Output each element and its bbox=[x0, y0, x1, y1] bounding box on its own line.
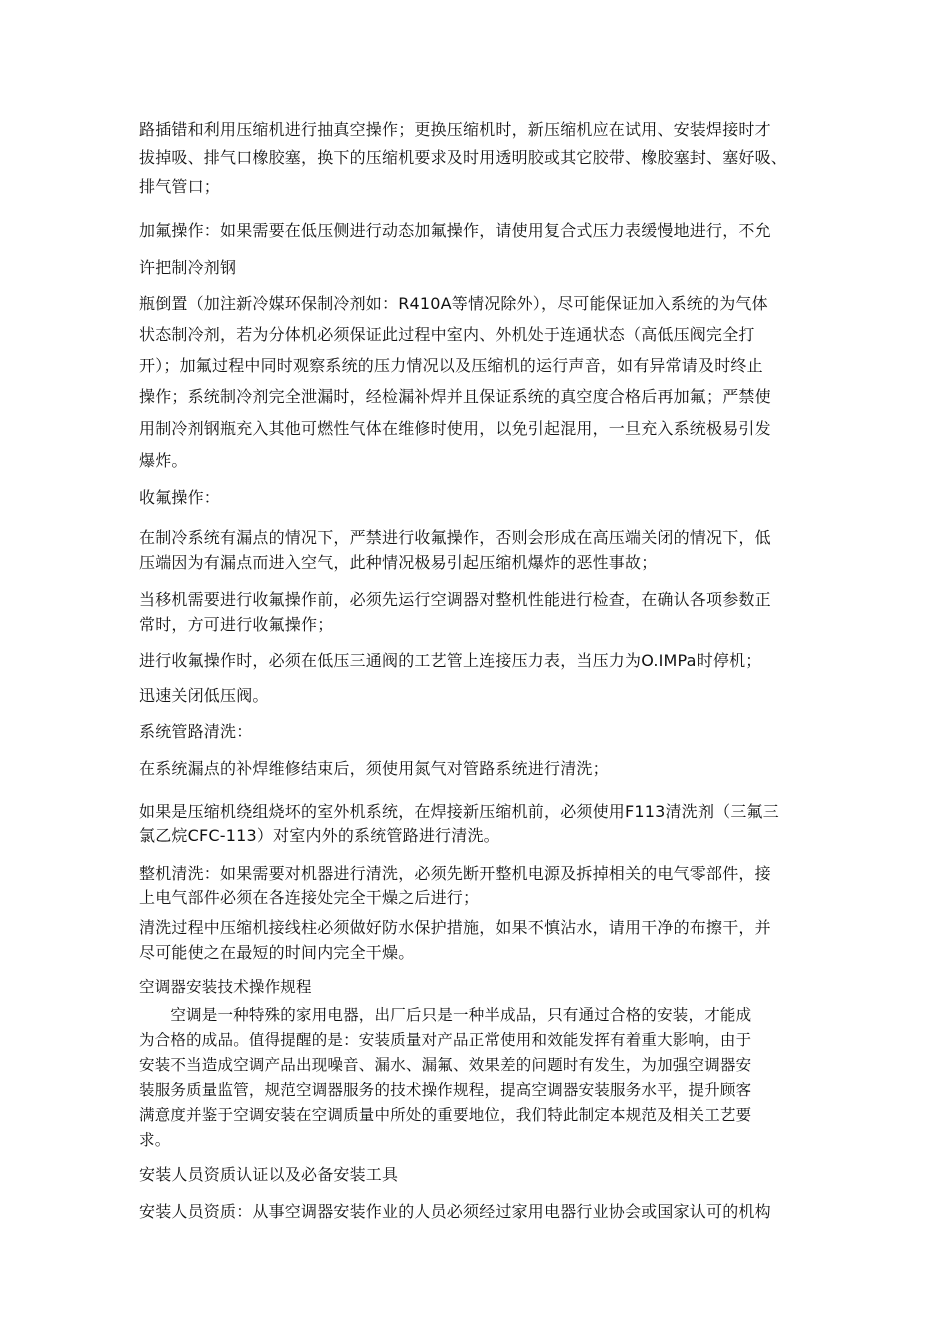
text-line: 压端因为有漏点而进入空气，此种情况极易引起压缩机爆炸的恶性事故； bbox=[139, 553, 658, 572]
section-heading: 收氟操作： bbox=[139, 488, 221, 507]
section-heading: 系统管路清洗： bbox=[139, 722, 253, 741]
text-line: 尽可能使之在最短的时间内完全干燥。 bbox=[139, 943, 415, 962]
text-line: 氯乙烷CFC-113）对室内外的系统管路进行清洗。 bbox=[139, 826, 500, 845]
text-line: 迅速关闭低压阀。 bbox=[139, 686, 269, 705]
text-line: 求。 bbox=[139, 1131, 171, 1149]
text-line: 加氟操作：如果需要在低压侧进行动态加氟操作，请使用复合式压力表缓慢地进行，不允 bbox=[139, 221, 771, 240]
text-line: 进行收氟操作时，必须在低压三通阀的工艺管上连接压力表，当压力为O.IMPa时停机； bbox=[139, 651, 762, 670]
text-line: 状态制冷剂，若为分体机必须保证此过程中室内、外机处于连通状态（高低压阀完全打 bbox=[139, 325, 755, 344]
text-line: 在制冷系统有漏点的情况下，严禁进行收氟操作，否则会形成在高压端关闭的情况下，低 bbox=[139, 528, 771, 547]
text-line: 空调是一种特殊的家用电器，出厂后只是一种半成品，只有通过合格的安装，才能成 bbox=[139, 1006, 752, 1024]
text-line: 整机清洗：如果需要对机器进行清洗，必须先断开整机电源及拆掉相关的电气零部件，接 bbox=[139, 864, 771, 883]
text-line: 清洗过程中压缩机接线柱必须做好防水保护措施，如果不慎沾水，请用干净的布擦干，并 bbox=[139, 918, 771, 937]
text-line: 瓶倒置（加注新冷媒环保制冷剂如：R410A等情况除外），尽可能保证加入系统的为气体 bbox=[139, 294, 768, 313]
text-line: 当移机需要进行收氟操作前，必须先运行空调器对整机性能进行检查，在确认各项参数正 bbox=[139, 590, 771, 609]
text-line: 为合格的成品。值得提醒的是：安装质量对产品正常使用和效能发挥有着重大影响，由于 bbox=[139, 1031, 752, 1049]
text-line: 如果是压缩机绕组烧坏的室外机系统，在焊接新压缩机前，必须使用F113清洗剂（三氟三 bbox=[139, 802, 779, 821]
section-heading: 空调器安装技术操作规程 bbox=[139, 978, 312, 996]
text-line: 安装人员资质：从事空调器安装作业的人员必须经过家用电器行业协会或国家认可的机构 bbox=[139, 1202, 771, 1221]
text-line: 拔掉吸、排气口橡胶塞，换下的压缩机要求及时用透明胶或其它胶带、橡胶塞封、塞好吸、 bbox=[139, 148, 788, 167]
text-line: 爆炸。 bbox=[139, 451, 188, 470]
text-line: 操作；系统制冷剂完全泄漏时，经检漏补焊并且保证系统的真空度合格后再加氟；严禁使 bbox=[139, 387, 771, 406]
text-line: 开）；加氟过程中同时观察系统的压力情况以及压缩机的运行声音，如有异常请及时终止 bbox=[139, 356, 763, 375]
text-line: 安装不当造成空调产品出现噪音、漏水、漏氟、效果差的问题时有发生，为加强空调器安 bbox=[139, 1056, 752, 1074]
text-line: 许把制冷剂钢 bbox=[139, 258, 237, 277]
text-line: 路插错和利用压缩机进行抽真空操作；更换压缩机时，新压缩机应在试用、安装焊接时才 bbox=[139, 120, 771, 139]
section-heading: 安装人员资质认证以及必备安装工具 bbox=[139, 1165, 399, 1184]
text-line: 装服务质量监管，规范空调器服务的技术操作规程，提高空调器安装服务水平，提升顾客 bbox=[139, 1081, 752, 1099]
text-line: 在系统漏点的补焊维修结束后，须使用氮气对管路系统进行清洗； bbox=[139, 759, 609, 778]
text-line: 上电气部件必须在各连接处完全干燥之后进行； bbox=[139, 888, 480, 907]
text-line: 用制冷剂钢瓶充入其他可燃性气体在维修时使用，以免引起混用，一旦充入系统极易引发 bbox=[139, 419, 771, 438]
text-line: 排气管口； bbox=[139, 177, 221, 196]
text-line: 常时，方可进行收氟操作； bbox=[139, 615, 334, 634]
text-line: 满意度并鉴于空调安装在空调质量中所处的重要地位，我们特此制定本规范及相关工艺要 bbox=[139, 1106, 752, 1124]
